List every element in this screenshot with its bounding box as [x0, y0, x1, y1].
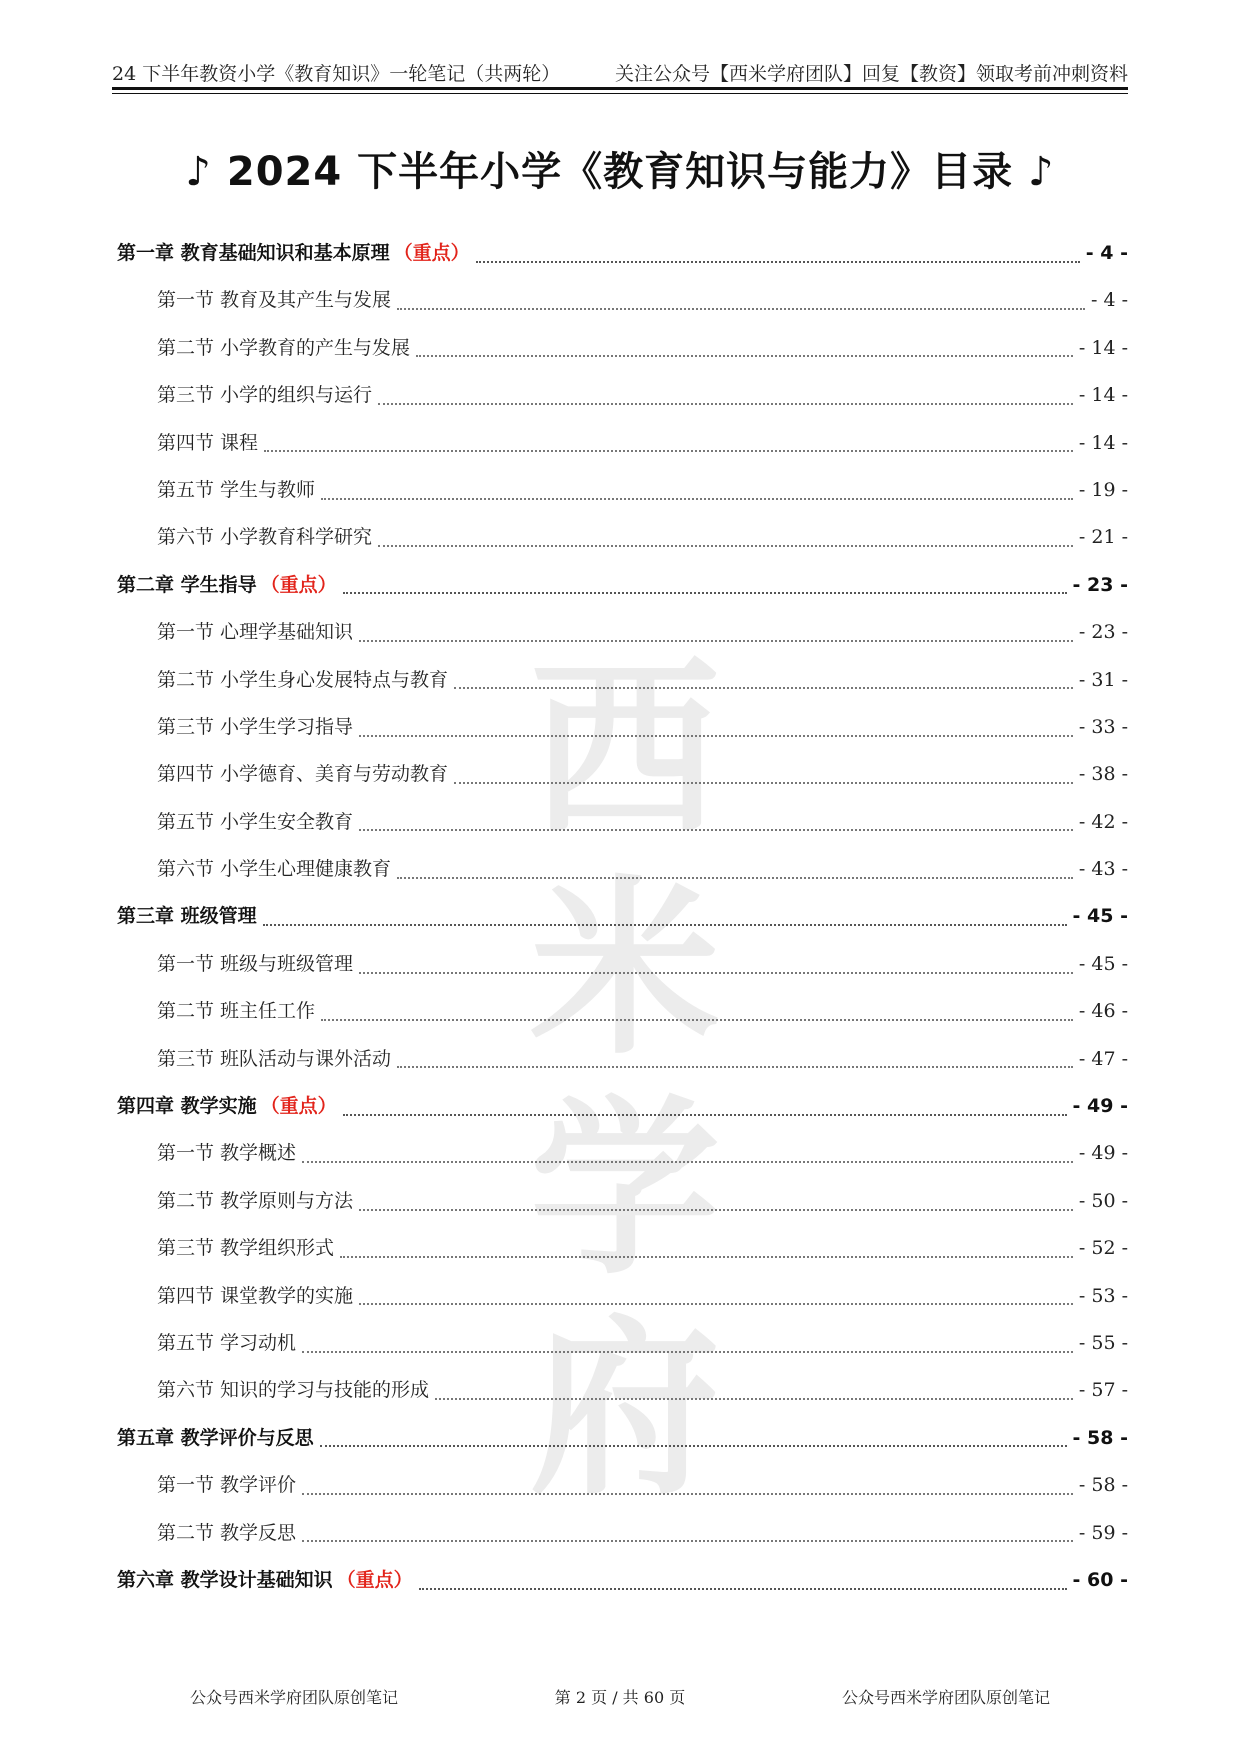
- section-title: 第二节 教学反思: [157, 1521, 297, 1544]
- toc-page-number: - 33 -: [1078, 715, 1128, 738]
- toc-page-number: - 23 -: [1078, 621, 1128, 644]
- toc-section-row[interactable]: [117, 1320, 1128, 1367]
- toc-page-number: - 14 -: [1078, 384, 1128, 407]
- toc-section-row[interactable]: [117, 1510, 1128, 1557]
- dot-leader: [378, 403, 1073, 405]
- dot-leader: [321, 498, 1073, 500]
- section-title: 第一节 班级与班级管理: [157, 952, 354, 975]
- section-title: 第二节 班主任工作: [157, 1000, 316, 1023]
- footer-page-number: 第 2 页 / 共 60 页: [554, 1688, 686, 1707]
- toc-section-row[interactable]: [117, 799, 1128, 846]
- toc-section-row[interactable]: [117, 420, 1128, 467]
- section-title: 第四节 小学德育、美育与劳动教育: [157, 763, 449, 786]
- toc-page-number: - 43 -: [1078, 858, 1128, 881]
- toc-page-number: - 4 -: [1090, 289, 1128, 312]
- dot-leader: [454, 687, 1073, 689]
- toc-section-row[interactable]: [117, 657, 1128, 704]
- dot-leader: [343, 592, 1067, 594]
- key-point-badge: （重点）: [336, 1568, 413, 1591]
- dot-leader: [302, 1351, 1073, 1353]
- section-title: 第六节 小学教育科学研究: [157, 526, 373, 549]
- dot-leader: [359, 1209, 1073, 1211]
- toc-page-number: - 52 -: [1078, 1237, 1128, 1260]
- chapter-title: 第三章 班级管理: [117, 905, 257, 928]
- watermark-logo: 西米学府: [529, 639, 730, 1520]
- chapter-title: 第五章 教学评价与反思: [117, 1426, 314, 1449]
- toc-section-row[interactable]: [117, 1367, 1128, 1414]
- toc-section-row[interactable]: [117, 1273, 1128, 1320]
- dot-leader: [378, 545, 1073, 547]
- toc-section-row[interactable]: [117, 325, 1128, 372]
- dot-leader: [320, 1445, 1067, 1447]
- toc-page-number: - 59 -: [1078, 1521, 1128, 1544]
- dot-leader: [343, 1114, 1067, 1116]
- section-title: 第二节 小学生身心发展特点与教育: [157, 668, 449, 691]
- toc-section-row[interactable]: [117, 1225, 1128, 1272]
- toc-page-number: - 45 -: [1078, 952, 1128, 975]
- dot-leader: [340, 1256, 1073, 1258]
- toc-page-number: - 60 -: [1072, 1568, 1128, 1591]
- toc-page-number: - 42 -: [1078, 810, 1128, 833]
- footer-right-text: 公众号西米学府团队原创笔记: [841, 1688, 1050, 1707]
- toc-page-number: - 47 -: [1078, 1047, 1128, 1070]
- toc-page-number: - 14 -: [1078, 336, 1128, 359]
- toc-section-row[interactable]: [117, 704, 1128, 751]
- section-title: 第三节 班队活动与课外活动: [157, 1047, 392, 1070]
- section-title: 第一节 教育及其产生与发展: [157, 289, 392, 312]
- section-title: 第五节 小学生安全教育: [157, 810, 354, 833]
- section-title: 第六节 知识的学习与技能的形成: [157, 1379, 430, 1402]
- footer-left-text: 公众号西米学府团队原创笔记: [190, 1688, 399, 1707]
- chapter-title: 第一章 教育基础知识和基本原理: [117, 242, 390, 264]
- section-title: 第四节 课程: [157, 431, 259, 454]
- toc-page-number: - 49 -: [1072, 1095, 1128, 1118]
- dot-leader: [416, 355, 1073, 357]
- dot-leader: [359, 640, 1073, 642]
- toc-section-row[interactable]: [117, 1178, 1128, 1225]
- toc-page-number: - 31 -: [1078, 668, 1128, 691]
- header-right-text: 关注公众号【西米学府团队】回复【教资】领取考前冲刺资料: [614, 63, 1128, 85]
- dot-leader: [359, 829, 1073, 831]
- toc-page-number: - 14 -: [1078, 431, 1128, 454]
- table-of-contents: [117, 230, 1128, 1604]
- dot-leader: [419, 1588, 1067, 1590]
- key-point-badge: （重点）: [260, 573, 337, 596]
- section-title: 第三节 小学的组织与运行: [157, 384, 373, 407]
- toc-page-number: - 50 -: [1078, 1189, 1128, 1212]
- toc-page-number: - 4 -: [1085, 242, 1128, 264]
- toc-chapter-row[interactable]: [117, 1557, 1128, 1604]
- page-title: ♪ 2024 下半年小学《教育知识与能力》目录 ♪: [185, 149, 1055, 195]
- section-title: 第一节 心理学基础知识: [157, 621, 354, 644]
- toc-page-number: - 21 -: [1078, 526, 1128, 549]
- toc-section-row[interactable]: [117, 514, 1128, 561]
- toc-section-row[interactable]: [117, 372, 1128, 419]
- key-point-badge: （重点）: [393, 242, 470, 264]
- toc-chapter-row[interactable]: [117, 562, 1128, 609]
- toc-page-number: - 58 -: [1078, 1474, 1128, 1497]
- section-title: 第一节 教学概述: [157, 1142, 297, 1165]
- dot-leader: [302, 1161, 1073, 1163]
- toc-page-number: - 58 -: [1072, 1426, 1128, 1449]
- dot-leader: [302, 1493, 1073, 1495]
- toc-section-row[interactable]: [117, 467, 1128, 514]
- dot-leader: [302, 1540, 1073, 1542]
- header-rule-thick: [112, 87, 1128, 90]
- toc-section-row[interactable]: [117, 846, 1128, 893]
- dot-leader: [264, 450, 1073, 452]
- toc-page-number: - 19 -: [1078, 478, 1128, 501]
- toc-section-row[interactable]: [117, 1130, 1128, 1177]
- toc-section-row[interactable]: [117, 1462, 1128, 1509]
- dot-leader: [435, 1398, 1073, 1400]
- toc-section-row[interactable]: [117, 941, 1128, 988]
- toc-chapter-row[interactable]: [117, 1083, 1128, 1130]
- toc-chapter-row[interactable]: [117, 893, 1128, 940]
- dot-leader: [397, 877, 1073, 879]
- dot-leader: [359, 972, 1073, 974]
- section-title: 第三节 小学生学习指导: [157, 715, 354, 738]
- toc-page-number: - 55 -: [1078, 1331, 1128, 1354]
- dot-leader: [397, 1066, 1073, 1068]
- header-rule-thin: [112, 93, 1128, 94]
- chapter-title: 第四章 教学实施: [117, 1095, 257, 1118]
- toc-section-row[interactable]: [117, 1036, 1128, 1083]
- toc-page-number: - 49 -: [1078, 1142, 1128, 1165]
- toc-page-number: - 57 -: [1078, 1379, 1128, 1402]
- section-title: 第二节 小学教育的产生与发展: [157, 336, 411, 359]
- toc-page-number: - 23 -: [1072, 573, 1128, 596]
- chapter-title: 第二章 学生指导: [117, 573, 257, 596]
- toc-chapter-row[interactable]: [117, 230, 1128, 277]
- section-title: 第一节 教学评价: [157, 1474, 297, 1497]
- page-footer: [190, 1685, 1050, 1708]
- toc-section-row[interactable]: [117, 751, 1128, 798]
- section-title: 第五节 学习动机: [157, 1331, 297, 1354]
- section-title: 第三节 教学组织形式: [157, 1237, 335, 1260]
- toc-section-row[interactable]: [117, 988, 1128, 1035]
- chapter-title: 第六章 教学设计基础知识: [117, 1568, 333, 1591]
- toc-chapter-row[interactable]: [117, 1415, 1128, 1462]
- toc-page-number: - 45 -: [1072, 905, 1128, 928]
- dot-leader: [359, 735, 1073, 737]
- dot-leader: [397, 308, 1085, 310]
- dot-leader: [476, 261, 1080, 263]
- section-title: 第四节 课堂教学的实施: [157, 1284, 354, 1307]
- toc-page-number: - 38 -: [1078, 763, 1128, 786]
- toc-section-row[interactable]: [117, 277, 1128, 324]
- dot-leader: [359, 1303, 1073, 1305]
- section-title: 第六节 小学生心理健康教育: [157, 858, 392, 881]
- key-point-badge: （重点）: [260, 1095, 337, 1118]
- dot-leader: [263, 924, 1067, 926]
- toc-section-row[interactable]: [117, 609, 1128, 656]
- dot-leader: [321, 1019, 1073, 1021]
- section-title: 第五节 学生与教师: [157, 478, 316, 501]
- dot-leader: [454, 782, 1073, 784]
- toc-page-number: - 53 -: [1078, 1284, 1128, 1307]
- toc-page-number: - 46 -: [1078, 1000, 1128, 1023]
- header-left-text: 24 下半年教资小学《教育知识》一轮笔记（共两轮）: [112, 63, 561, 85]
- section-title: 第二节 教学原则与方法: [157, 1189, 354, 1212]
- page-header: [112, 58, 1128, 86]
